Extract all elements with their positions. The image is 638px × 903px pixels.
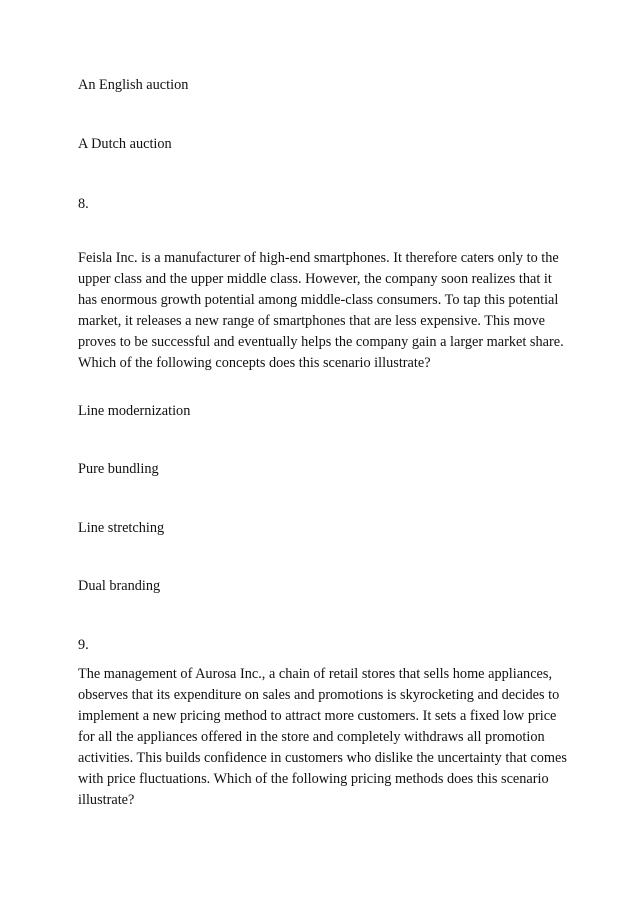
answer-option: Line stretching [78, 520, 165, 536]
answer-option: Dual branding [78, 578, 161, 594]
answer-option: Pure bundling [78, 461, 159, 477]
question-number: 8. [78, 196, 89, 212]
question-text: The management of Aurosa Inc., a chain of retail stores that sells home appliances, observes that its expenditure on sales and promotions is skyrocketing and decides to implement a new pricing method to attract more customers. It sets a fixed low price for all the appliances offered in the store and completely withdraws all promotion activities. This builds confidence in customers who dislike the uncertainty that comes with price fluctuations. Which of the following pricing methods does this scenario illustrate? [78, 666, 567, 808]
answer-option: Line modernization [78, 403, 191, 419]
question-text: Feisla Inc. is a manufacturer of high-end smartphones. It therefore caters only to the upper class and the upper middle class. However, the company soon realizes that it has enormous growth potential among middle-class consumers. To tap this potential market, it releases a new range of smartphones that are less expensive. This move proves to be successful and eventually helps the company gain a larger market share. Which of the following concepts does this scenario illustrate? [78, 250, 564, 371]
answer-option: A Dutch auction [78, 136, 172, 152]
answer-option: An English auction [78, 77, 189, 93]
question-number: 9. [78, 637, 89, 653]
